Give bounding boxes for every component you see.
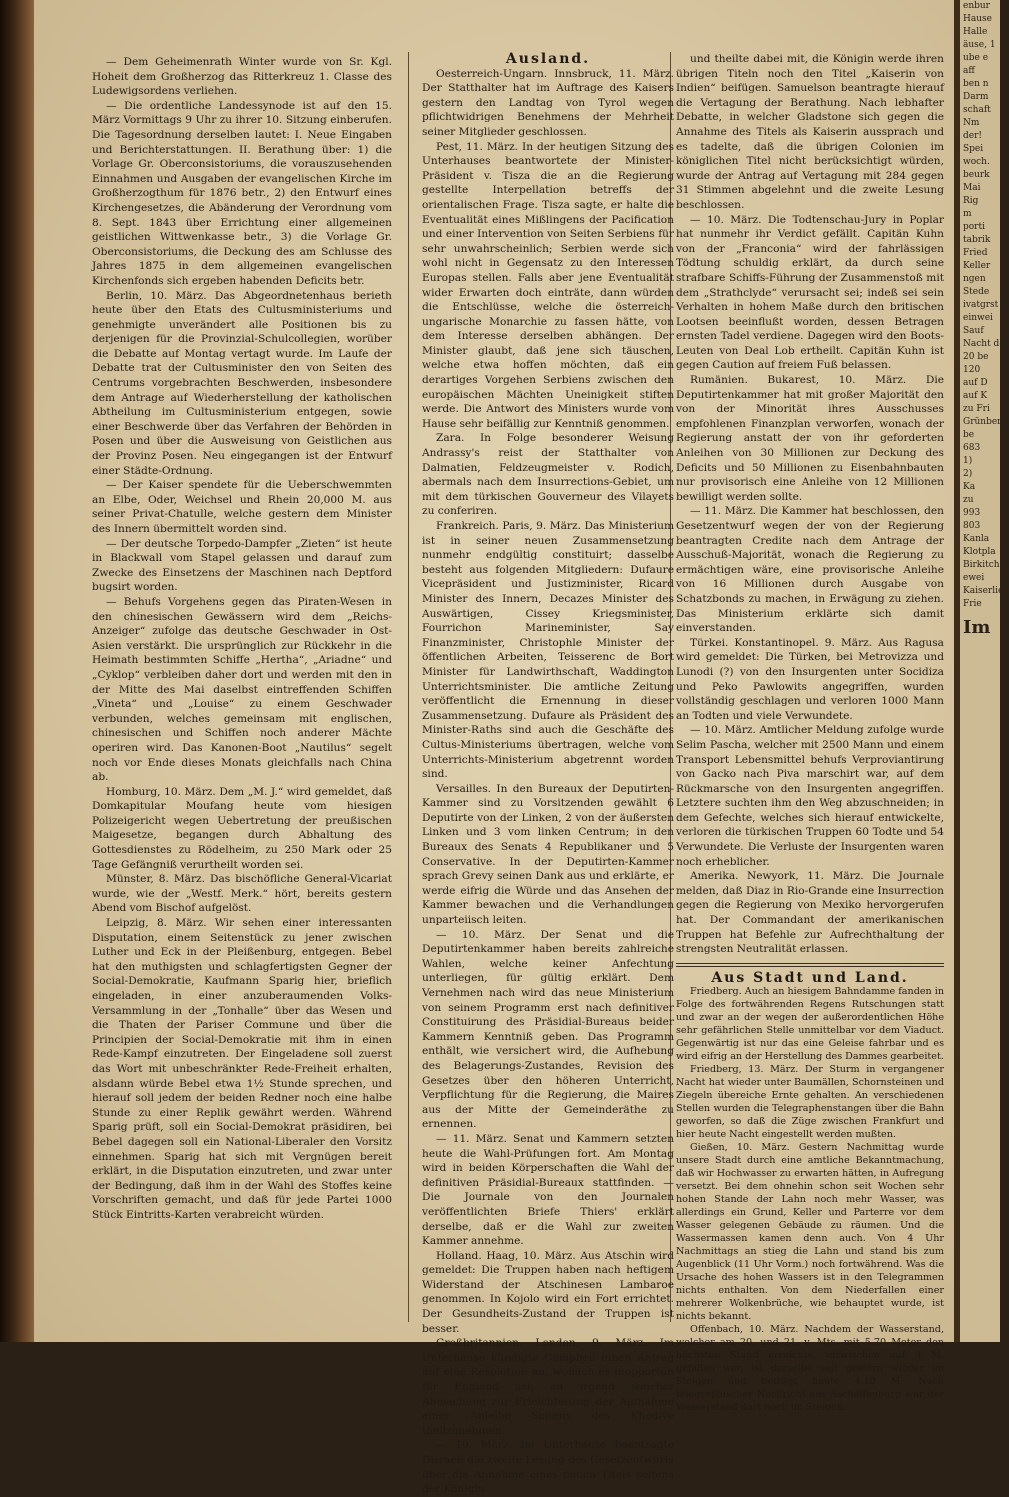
adjacent-page-line: der!	[963, 131, 983, 141]
article-paragraph: Oesterreich-Ungarn. Innsbruck, 11. März. Der Statthalter hat im Auftrage des Kaisers gestern den Landtag von Tyrol wegen pflichtwidrigen Benehmens der Mehrheit seiner Mitglieder geschlossen.	[422, 67, 674, 138]
adjacent-page-line: Kanla	[963, 534, 990, 544]
adjacent-page-line: zu	[963, 495, 974, 505]
adjacent-page-line: Nm	[963, 118, 980, 128]
adjacent-page-line: aff	[963, 66, 975, 76]
article-paragraph: — Behufs Vorgehens gegen das Piraten-Wesen in den chinesischen Gewässern wird dem „Reichs-Anzeiger“ zufolge das deutsche Geschwader in Ost-Asien verstärkt. Die ursprünglich zur Rückkehr in die Heimath bestimmten Schiffe „Hertha“, „Ariadne“ und „Cyklop“ verbleiben daher dort und werden mit den in der Mitte des Mai daselbst eintreffenden Schiffen „Vineta“ und „Louise“ zu einem Geschwader verbunden, welches gemeinsam mit englischen, chinesischen und Schiffen noch anderer Mächte operiren wird. Das Kanonen-Boot „Nautilus“ segelt noch vor Ende dieses Monats gleichfalls nach China ab.	[92, 595, 392, 784]
adjacent-page-line: Mai	[963, 183, 981, 193]
column-2	[422, 51, 674, 1496]
adjacent-page-line: auf D	[963, 378, 988, 388]
article-paragraph: Türkei. Konstantinopel. 9. März. Aus Ragusa wird gemeldet: Die Türken, bei Metrovizza und Lunodi (?) von den Insurgenten unter Socidiza und Peko Pawlowits angegriffen, wurden vollständig geschlagen und verloren 1000 Mann an Todten und viele Verwundete.	[676, 636, 944, 722]
adjacent-page-line: Fried	[963, 248, 988, 258]
adjacent-page-line: Spei	[963, 144, 984, 154]
adjacent-page-line: beurk	[963, 170, 990, 180]
adjacent-page-line: Birkitche	[963, 560, 1005, 570]
article-paragraph: — Die ordentliche Landessynode ist auf den 15. März Vormittags 9 Uhr zu ihrer 10. Sitzung einberufen. Die Tagesordnung derselben lautet: I. Neue Eingaben und Berichterstattungen. II. Berathung über: 1) die Vorlage Gr. Oberconsistoriums, die vorauszusehenden Einnahmen und Ausgaben der evangelischen Kirche im Großherzogthum für 1876 betr., 2) den Entwurf eines Kirchengesetzes, die Abänderung der Verordnung vom 8. Sept. 1843 über Errichtung einer allgemeinen geistlichen Wittwenkasse betr., 3) die Vorlage Gr. Oberconsistoriums, die Deckung des am Schlusse des Jahres 1875 in dem allgemeinen evangelischen Kirchenfonds sich ergeben habenden Deficits betr.	[92, 99, 392, 287]
article-paragraph: Rumänien. Bukarest, 10. März. Die Deputirtenkammer hat mit großer Majorität den von der Minorität ihres Ausschusses empfohlenen Finanzplan verworfen, wonach der Regierung anstatt der von ihr geforderten Anleihen von 30 Millionen zur Deckung des Deficits und 50 Millionen zu Eisenbahnbauten nur provisorisch eine Anleihe von 12 Millionen bewilligt werden sollte.	[676, 374, 944, 503]
adjacent-page-line: ube e	[963, 53, 989, 63]
article-paragraph: Friedberg, 13. März. Der Sturm in vergangener Nacht hat wieder unter Baumällen, Schornsteinen und Ziegeln übereiche Ernte gehalten. An verschiedenen Stellen wurden die Telegraphenstangen über die Bahn geworfen, so daß die Züge zwischen Frankfurt und hier heute Nacht eingestellt werden mußten.	[676, 1064, 944, 1141]
adjacent-page-line: Darm	[963, 92, 989, 102]
adjacent-page-line: Stede	[963, 287, 990, 297]
adjacent-page-line: ivatgrst	[963, 300, 999, 310]
article-paragraph: Offenbach, 10. März. Nachdem der Wasserstand, welcher am 20. und 21. v. Mts. mit 5.70 Meter den höchsten Stand erreichte, inzwischen auf 3 M. gefallen war, ist derselbe seit gestern wieder im Steigen und beträgt heute 4.10 M. Nach telegraphischer Nachricht aus Aschaffenburg war der Wasserstand dort noch im Steigen.	[676, 1324, 944, 1414]
adjacent-page-line: be	[963, 430, 975, 440]
adjacent-page-line: auf K	[963, 391, 988, 401]
article-paragraph: — Der Kaiser spendete für die Ueberschwemmten an Elbe, Oder, Weichsel und Rhein 20,000 M. aus seiner Privat-Chatulle, welche gestern dem Minister des Innern übermittelt worden sind.	[92, 479, 392, 535]
adjacent-page-line: 803	[963, 521, 981, 531]
adjacent-page-line: ben n	[963, 79, 989, 89]
article-paragraph: — 11. März. Die Kammer hat beschlossen, den Gesetzentwurf wegen der von der Regierung beantragten Credite nach dem Antrage der Ausschuß-Majorität, wonach die Regierung zu ermächtigen wäre, eine provisorische Anleihe von 16 Millionen durch Ausgabe von Schatzbonds zu machen, in Erwägung zu ziehen. Das Ministerium erklärte sich damit einverstanden.	[676, 505, 944, 635]
article-paragraph: Großbritannien. London, 9. März. Im Unterhause kündigte Campbell einen Antrag auf eine Resolution an, wonach es inopportun für England sei, an irgend welcher Abmachung zur Erleichterung der Aufnahme einer Anleihe Seitens des Khedive theilzunehmen.	[422, 1337, 674, 1437]
adjacent-page-line: 20 be	[963, 352, 989, 362]
adjacent-page-line: tabrik	[963, 235, 991, 245]
adjacent-page-line: ngen	[963, 274, 986, 284]
adjacent-page-line: porti	[963, 222, 985, 232]
adjacent-page-line: Klotpla	[963, 547, 996, 557]
adjacent-page-edge	[954, 0, 1009, 1342]
adjacent-page-big-text: Im	[963, 617, 991, 638]
article-paragraph: — 10. März. Amtlicher Meldung zufolge wurde Selim Pascha, welcher mit 2500 Mann und einem Transport Lebensmittel behufs Verproviantirung von Gacko nach Piva marschirt war, auf dem Rückmarsche von den Insurgenten angegriffen. Letztere suchten ihm den Weg abzuschneiden; in dem Gefechte, welches sich hierauf entwickelte, verloren die türkischen Truppen 60 Todte und 54 Verwundete. Die Verluste der Insurgenten waren noch erheblicher.	[676, 724, 944, 868]
book-binding	[0, 0, 34, 1342]
adjacent-page-line: zu Fri	[963, 404, 990, 414]
adjacent-page-line: 1)	[963, 456, 973, 466]
column-3	[676, 52, 944, 1414]
adjacent-page-text	[960, 0, 1009, 611]
adjacent-page-line: einwei	[963, 313, 993, 323]
adjacent-page-line: Hause	[963, 14, 992, 24]
adjacent-page-line: schaft	[963, 105, 991, 115]
adjacent-page-line: Nacht der	[963, 339, 1009, 349]
section-heading-stadt-land: Aus Stadt und Land.	[711, 969, 909, 986]
adjacent-page-line: m	[963, 209, 972, 219]
article-paragraph: — Dem Geheimenrath Winter wurde von Sr. Kgl. Hoheit dem Großherzog das Ritterkreuz 1. Classe des Ludewigsordens verliehen.	[92, 56, 392, 98]
adjacent-page-line: 683	[963, 443, 981, 453]
article-paragraph: — Der deutsche Torpedo-Dampfer „Zieten“ ist heute in Blackwall vom Stapel gelassen und darauf zum Zwecke des Einsetzens der Maschinen nach Deptford bugsirt worden.	[92, 537, 392, 594]
column-1	[92, 55, 392, 1325]
article-paragraph: Berlin, 10. März. Das Abgeordnetenhaus berieth heute über den Etats des Cultusministeriums und genehmigte unverändert alle Positionen bis zu derjenigen für die Provinzial-Schulcollegien, worüber die Debatte auf Montag vertagt wurde. Im Laufe der Debatte trat der Cultusminister den von Seiten des Centrums vorgebrachten Beschwerden, insbesondere dem Antrage auf Wiederherstellung der katholischen Abtheilung im Cultusministerium entgegen, sowie einer Beschwerde über das Verfahren der Behörden in Posen und über die Ausweisung von Geistlichen aus der Provinz Posen. Neu eingegangen ist der Entwurf einer Städte-Ordnung.	[92, 289, 392, 477]
article-paragraph: Amerika. Newyork, 11. März. Die Journale melden, daß Diaz in Rio-Grande eine Insurrection gegen die Regierung von Mexiko hervorgerufen hat. Der Commandant der amerikanischen Truppen hat Befehle zur Aufrechthaltung der strengsten Neutralität erlassen.	[676, 870, 944, 956]
article-paragraph: Friedberg. Auch an hiesigem Bahndamme fanden in Folge des fortwährenden Regens Rutschungen statt und zwar an der wegen der außerordentlichen Höhe sehr gefährlichen Stelle unmittelbar vor dem Viaduct. Gegenwärtig ist nur das eine Geleise fahrbar und es wird eifrig an der Herstellung des Dammes gearbeitet.	[676, 986, 944, 1063]
article-paragraph: — 10. März. Die Todtenschau-Jury in Poplar hat nunmehr ihr Verdict gefällt. Capitän Kuhn von der „Franconia“ wird der fahrlässigen Tödtung schuldig erklärt, da durch seine strafbare Schiffs-Führung der Zusammenstoß mit dem „Strathclyde“ verursacht sei; indeß sei sein Verhalten in hohem Maße durch den britischen Lootsen beeinflußt worden, dessen Betragen ernsten Tadel verdiene. Dagegen wird den Boots-Leuten von Deal Lob ertheilt. Capitän Kuhn ist gegen Caution auf freiem Fuß belassen.	[676, 213, 944, 372]
section-divider	[676, 963, 944, 967]
adjacent-page-line: Ka	[963, 482, 976, 492]
article-paragraph: Homburg, 10. März. Dem „M. J.“ wird gemeldet, daß Domkapitular Moufang heute vom hiesigen Polizeigericht wegen Uebertretung der preußischen Maigesetze, begangen durch Abhaltung des Gottesdienstes zu Rödelheim, zu 250 Mark oder 25 Tage Gefängniß verurtheilt worden sei.	[92, 785, 392, 871]
adjacent-page-line: Keller	[963, 261, 991, 271]
article-paragraph: — 10. März. Der Senat und die Deputirtenkammer haben bereits zahlreiche Wahlen, welche keiner Anfechtung unterliegen, für gültig erklärt. Dem Vernehmen nach wird das neue Ministerium von seinem Programm erst nach definitiver Constituirung des Präsidial-Bureaus beider Kammern Kenntniß geben. Das Programm enthält, wie versichert wird, die Aufhebung des Belagerungs-Zustandes, Revision des Gesetzes über den höheren Unterricht, Verpflichtung für die Regierung, die Maires aus der Mitte der Gemeinderäthe zu ernennen.	[422, 928, 674, 1131]
article-paragraph: — 10. März. Im Unterhause beantragte Disraeli die zweite Lesung des Gesetzentwurfs über die Annahme eines neuen Titels seitens der Königin	[422, 1439, 674, 1496]
adjacent-page-line: Grünber	[963, 417, 1002, 427]
column-rule-1	[408, 52, 409, 1322]
article-paragraph: Gießen, 10. März. Gestern Nachmittag wurde unsere Stadt durch eine amtliche Bekanntmachung, daß wir Hochwasser zu erwarten hätten, in Aufregung versetzt. Bei dem ohnehin schon seit Wochen sehr hohen Stande der Lahn noch mehr Wasser, was allerdings ein Grund, Keller und Parterre vor dem Wasser gelegenen Gebäude zu räumen. Und die Wassermassen kamen denn auch. Von 4 Uhr Nachmittags an stieg die Lahn und stand bis zum Augenblick (11 Uhr Vorm.) noch fortwährend. Was die Ursache des hohen Wassers ist in den Telegrammen nichts enthalten. Von dem Niederfallen einer mehrerer Wolkenbrüche, wie behauptet wurde, ist nichts bekannt.	[676, 1142, 944, 1323]
adjacent-page-line: Rig	[963, 196, 979, 206]
article-paragraph: Holland. Haag, 10. März. Aus Atschin wird gemeldet: Die Truppen haben nach heftigem Widerstand der Atschinesen Lambaroe genommen. In Kojolo wird ein Fort errichtet. Der Gesundheits-Zustand der Truppen ist besser.	[422, 1249, 674, 1335]
adjacent-page-line: 993	[963, 508, 981, 518]
adjacent-page-line: 2)	[963, 469, 973, 479]
article-paragraph: Pest, 11. März. In der heutigen Sitzung des Unterhauses beantwortete der Minister-Präsident v. Tisza die an die Regierung gestellte Interpellation betreffs der orientalischen Frage. Tisza sagte, er halte die Eventualität eines Mißlingens der Pacification und einer Intervention von Seiten Serbiens für sehr unwahrscheinlich; Serbien werde sich wohl nicht in Gegensatz zu den Interessen Europas stellen. Falls aber jene Eventualität wider Erwarten doch einträte, dann würden die Entschlüsse, welche die österreich-ungarische Monarchie zu fassen hätte, von dem Interesse derselben abhängen. Der Minister glaubt, daß jene sich täuschen, welche etwa hoffen möchten, daß ein derartiges Vorgehen Serbiens zwischen den europäischen Mächten Uneinigkeit stiften werde. Die Antwort des Ministers wurde vom Hause sehr beifällig zur Kenntniß genommen.	[422, 140, 674, 430]
article-paragraph: — 11. März. Senat und Kammern setzten heute die Wahl-Prüfungen fort. Am Montag wird in beiden Körperschaften die Wahl der definitiven Präsidial-Bureaux stattfinden. — Die Journale von den Journalen veröffentlichten Briefe Thiers' erklärt derselbe, daß er die Wahl zur zweiten Kammer annehme.	[422, 1132, 674, 1248]
article-paragraph: Frankreich. Paris, 9. März. Das Ministerium ist in seiner neuen Zusammensetzung nunmehr endgültig constituirt; dasselbe besteht aus folgenden Mitgliedern: Dufaure Vicepräsident und Justizminister, Ricard Minister des Innern, Decazes Minister des Auswärtigen, Cissey Kriegsminister, Fourrichon Marineminister, Say Finanzminister, Christophle Minister der öffentlichen Arbeiten, Teisserenc de Bort Minister für Landwirthschaft, Waddington Unterrichtsminister. Die amtliche Zeitung veröffentlicht die Ernennung in dieser Zusammensetzung. Dufaure als Präsident des Minister-Raths sind auch die Geschäfte des Cultus-Ministeriums übertragen, welche vom Unterrichts-Ministerium abgetrennt worden sind.	[422, 520, 674, 781]
adjacent-page-line: woch.	[963, 157, 990, 167]
adjacent-page-line: enbur	[963, 1, 990, 11]
adjacent-page-line: ewei	[963, 573, 985, 583]
article-paragraph: Zara. In Folge besonderer Weisung Andrassy's reist der Statthalter von Dalmatien, Feldzeugmeister v. Rodich, abermals nach dem Insurrections-Gebiet, um mit dem türkischen Gouverneur des Vilayets zu conferiren.	[422, 432, 674, 518]
adjacent-page-line: Kaiserlie	[963, 586, 1004, 596]
article-paragraph: Versailles. In den Bureaux der Deputirten-Kammer sind zu Vorsitzenden gewählt 6 Deputirte von der Linken, 2 von der äußersten Linken und 3 vom linken Centrum; in den Bureaux des Senats 4 Republikaner und 5 Conservative. In der Deputirten-Kammer sprach Grevy seinen Dank aus und erklärte, er werde eifrig die Würde und das Ansehen der Kammer bewachen und die Verhandlungen unparteiisch leiten.	[422, 782, 674, 927]
section-heading-ausland: Ausland.	[505, 51, 591, 67]
article-paragraph: Münster, 8. März. Das bischöfliche General-Vicariat wurde, wie der „Westf. Merk.“ hört, bereits gestern Abend vom Bischof aufgelöst.	[92, 873, 392, 915]
adjacent-page-line: 120	[963, 365, 981, 375]
adjacent-page-line: Halle	[963, 27, 988, 37]
adjacent-page-line: Sauf	[963, 326, 984, 336]
adjacent-page-line: äuse, 1	[963, 40, 996, 50]
adjacent-page-line: Frie	[963, 599, 982, 609]
article-paragraph: und theilte dabei mit, die Königin werde ihren übrigen Titeln noch den Titel „Kaiserin von Indien“ beifügen. Samuelson beantragte hierauf die Vertagung der Berathung. Nach lebhafter Debatte, in welcher Gladstone sich gegen die Annahme des Titels als Kaiserin aussprach und es tadelte, daß die übrigen Colonien im königlichen Titel nicht berücksichtigt würden, wurde der Antrag auf Vertagung mit 284 gegen 31 Stimmen abgelehnt und die zweite Lesung beschlossen.	[676, 53, 944, 211]
article-paragraph: Leipzig, 8. März. Wir sehen einer interessanten Disputation, einem Seitenstück zu jener zwischen Luther und Eck in der Pleißenburg, entgegen. Bebel hat den muthigsten und schlagfertigsten Gegner der Social-Demokratie, Kaufmann Sparig hier, brieflich eingeladen, in einer anzuberaumenden Volks-Versammlung in der „Tonhalle“ über das Wesen und die Thaten der Pariser Commune und über die Principien der Social-Demokratie mit ihm in einen Rede-Kampf einzutreten. Der Eingeladene soll zuerst das Wort mit unbeschränkter Rede-Freiheit erhalten, alsdann würde Bebel etwa 1½ Stunde sprechen, und hierauf soll jedem der beiden Redner noch eine halbe Stunde zu einer Replik gewährt werden. Während Sparig prüft, soll ein Social-Demokrat präsidiren, bei Bebel dagegen soll ein National-Liberaler den Vorsitz einnehmen. Sparig hat sich mit Vergnügen bereit erklärt, in die Disputation einzutreten, und zwar unter der Bedingung, daß ihm in der Wahl des Stoffes keine Vorschriften gemacht, und daß für jede Partei 1000 Stück Eintritts-Karten verabreicht würden.	[92, 917, 392, 1221]
